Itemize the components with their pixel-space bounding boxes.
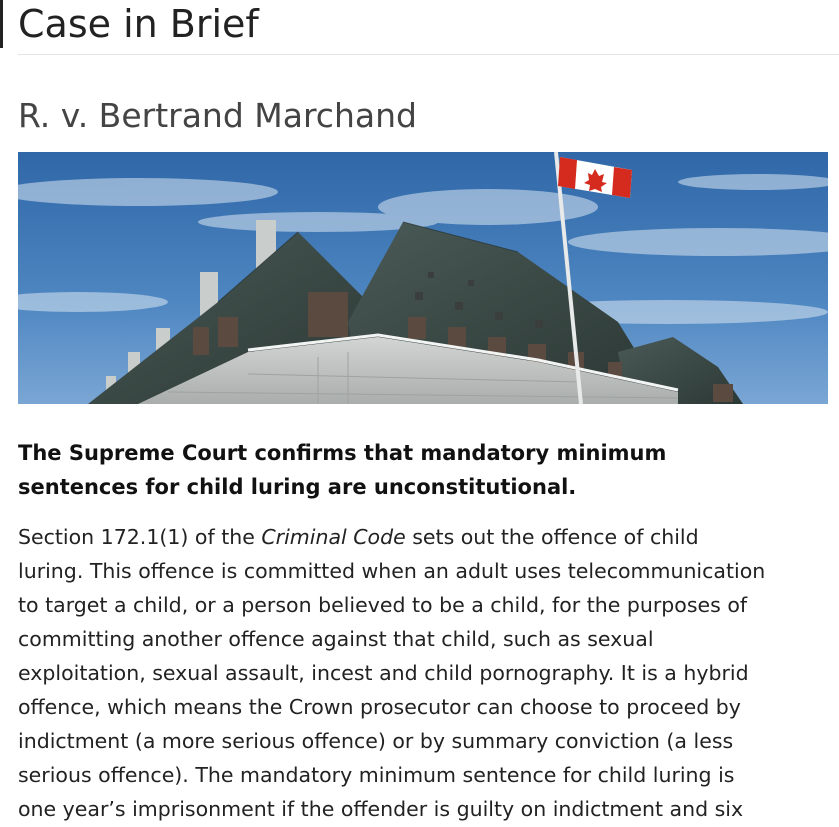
paragraph-text: sets out the offence of child (405, 525, 699, 549)
paragraph-line: offence, which means the Crown prosecutor can choose to proceed by (18, 695, 741, 719)
article-paragraph (18, 520, 839, 826)
paragraph-line: indictment (a more serious offence) or by summary conviction (a less (18, 729, 734, 753)
criminal-code-citation: Criminal Code (261, 525, 406, 549)
paragraph-line: exploitation, sexual assault, incest and child pornography. It is a hybrid (18, 661, 749, 685)
paragraph-line: luring. This offence is committed when an adult uses telecommunication (18, 559, 766, 583)
title-divider (18, 54, 839, 55)
paragraph-line: committing another offence against that child, such as sexual (18, 627, 654, 651)
article-headline (18, 436, 818, 504)
paragraph-text: Section 172.1(1) of the (18, 525, 262, 549)
page-title: Case in Brief (18, 2, 259, 46)
supreme-court-photo (18, 152, 828, 404)
paragraph-line: to target a child, or a person believed to be a child, for the purposes of (18, 593, 748, 617)
case-name-heading: R. v. Bertrand Marchand (18, 96, 417, 135)
hero-image (18, 152, 828, 404)
headline-line: The Supreme Court confirms that mandatory minimum (18, 441, 667, 465)
title-accent-rule (0, 0, 3, 48)
paragraph-line: one year’s imprisonment if the offender is guilty on indictment and six (18, 797, 744, 821)
paragraph-line (18, 520, 839, 554)
paragraph-line: serious offence). The mandatory minimum sentence for child luring is (18, 763, 735, 787)
headline-line: sentences for child luring are unconstitutional. (18, 475, 577, 499)
